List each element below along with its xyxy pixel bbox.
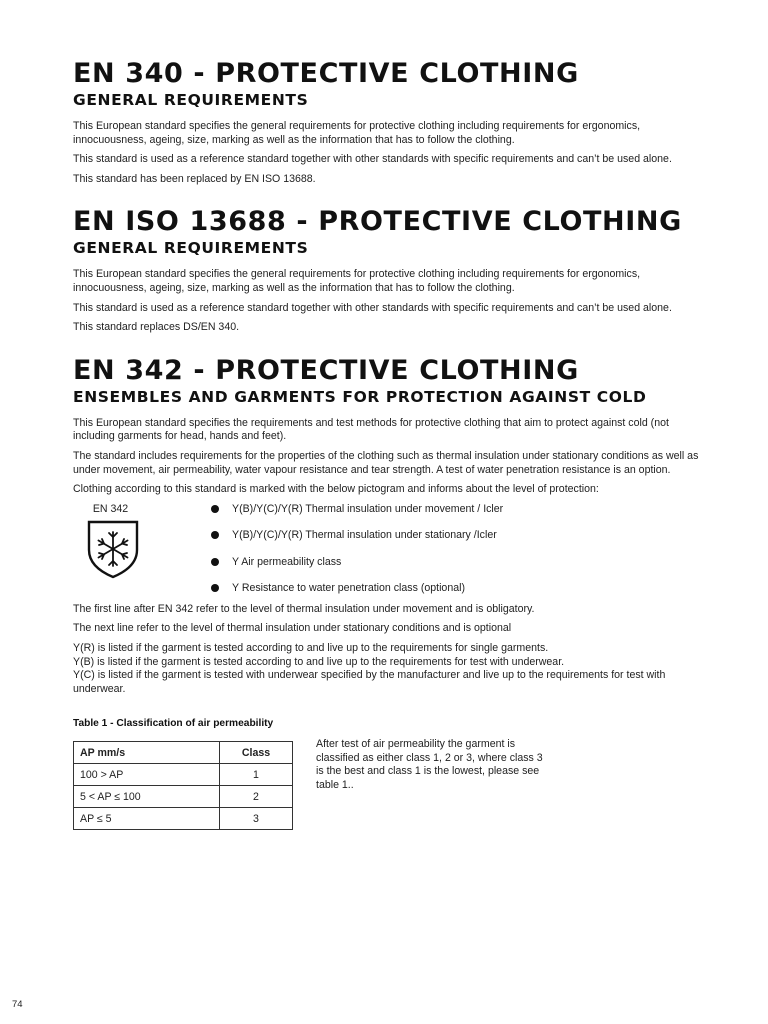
table-row	[74, 786, 293, 808]
bullet-icon	[211, 584, 219, 592]
section-en-340	[73, 58, 703, 186]
bullet-icon	[211, 505, 219, 513]
paragraph: This standard replaces DS/EN 340.	[73, 321, 240, 334]
paragraph: Y(B) is listed if the garment is tested according to and live up to the requirements for test with underwear.	[73, 655, 565, 668]
table-cell: 2	[220, 786, 293, 808]
list-item	[211, 529, 503, 556]
pictogram	[73, 503, 208, 580]
section-title: EN 342 - PROTECTIVE CLOTHING	[73, 354, 579, 386]
paragraph: The first line after EN 342 refer to the level of thermal insulation under movement and is obligatory.	[73, 602, 535, 615]
table-row	[74, 808, 293, 830]
paragraph: This standard is used as a reference standard together with other standards with specific requirements and can’t be used alone.	[73, 153, 672, 166]
table-title: Table 1 - Classification of air permeability	[73, 718, 274, 730]
paragraph: Y(C) is listed if the garment is tested with underwear specified by the manufacturer and live up to the requirements for test with underwear.	[73, 669, 666, 695]
air-permeability-table-area	[73, 718, 703, 838]
table-cell: 3	[220, 808, 293, 830]
list-item	[211, 556, 503, 583]
side-note: After test of air permeability the garment is classified as either class 1, 2 or 3, where class 3 is the best and class 1 is the lowest, please see table 1..	[316, 738, 543, 792]
pictogram-block	[73, 503, 703, 603]
table-cell: 5 < AP ≤ 100	[74, 786, 220, 808]
paragraph: This European standard specifies the requirements and test methods for protective clothing that aim to protect against cold (not including garments for head, hands and feet).	[73, 416, 669, 443]
table-row	[74, 764, 293, 786]
list-item-text: Y Resistance to water penetration class (optional)	[232, 582, 465, 595]
pictogram-label: EN 342	[92, 502, 129, 515]
air-permeability-table	[73, 741, 293, 830]
table-header-row	[74, 742, 293, 764]
table-header: Class	[220, 742, 293, 764]
paragraph: This standard is used as a reference standard together with other standards with specific requirements and can’t be used alone.	[73, 301, 672, 314]
paragraph: The standard includes requirements for the properties of the clothing such as thermal insulation under stationary conditions as well as under movement, air permeability, water vapour resistance and tear strength. A test of water penetration resistance is an option.	[73, 449, 699, 476]
section-en-342	[73, 355, 703, 839]
section-en-iso-13688	[73, 206, 703, 334]
pictogram-legend	[211, 503, 503, 609]
list-item-text: Y(B)/Y(C)/Y(R) Thermal insulation under movement / Icler	[232, 502, 504, 515]
paragraph: The next line refer to the level of thermal insulation under stationary conditions and is optional	[73, 622, 512, 635]
list-item-text: Y Air permeability class	[232, 555, 342, 568]
table-header: AP mm/s	[74, 742, 220, 764]
paragraph: Clothing according to this standard is marked with the below pictogram and informs about the level of protection:	[73, 483, 599, 496]
bullet-icon	[211, 558, 219, 566]
section-title: EN ISO 13688 - PROTECTIVE CLOTHING	[73, 206, 682, 238]
paragraph: This standard has been replaced by EN ISO 13688.	[73, 172, 316, 185]
paragraph: This European standard specifies the general requirements for protective clothing including requirements for ergonomics, innocuousness, ageing, size, marking as well as the information that has to follow the clothing.	[73, 268, 641, 294]
snowflake-shield-icon	[85, 518, 141, 580]
bullet-icon	[211, 531, 219, 539]
list-item	[211, 503, 503, 530]
list-item-text: Y(B)/Y(C)/Y(R) Thermal insulation under stationary /Icler	[232, 529, 497, 542]
table-cell: 1	[220, 764, 293, 786]
section-subtitle: GENERAL REQUIREMENTS	[73, 91, 309, 109]
document-page	[73, 58, 703, 838]
section-title: EN 340 - PROTECTIVE CLOTHING	[73, 58, 579, 89]
list-item	[211, 582, 503, 609]
paragraph: Y(R) is listed if the garment is tested according to and live up to the requirements for single garments.	[73, 641, 549, 654]
paragraph: This European standard specifies the general requirements for protective clothing including requirements for ergonomics, innocuousness, ageing, size, marking as well as the information that has to follow the clothing.	[73, 120, 641, 146]
section-subtitle: ENSEMBLES AND GARMENTS FOR PROTECTION AGAINST COLD	[73, 387, 647, 406]
section-subtitle: GENERAL REQUIREMENTS	[73, 239, 309, 258]
table-cell: 100 > AP	[74, 764, 220, 786]
explanation-lines	[73, 603, 703, 697]
table-cell: AP ≤ 5	[74, 808, 220, 830]
page-number: 74	[12, 999, 23, 1010]
